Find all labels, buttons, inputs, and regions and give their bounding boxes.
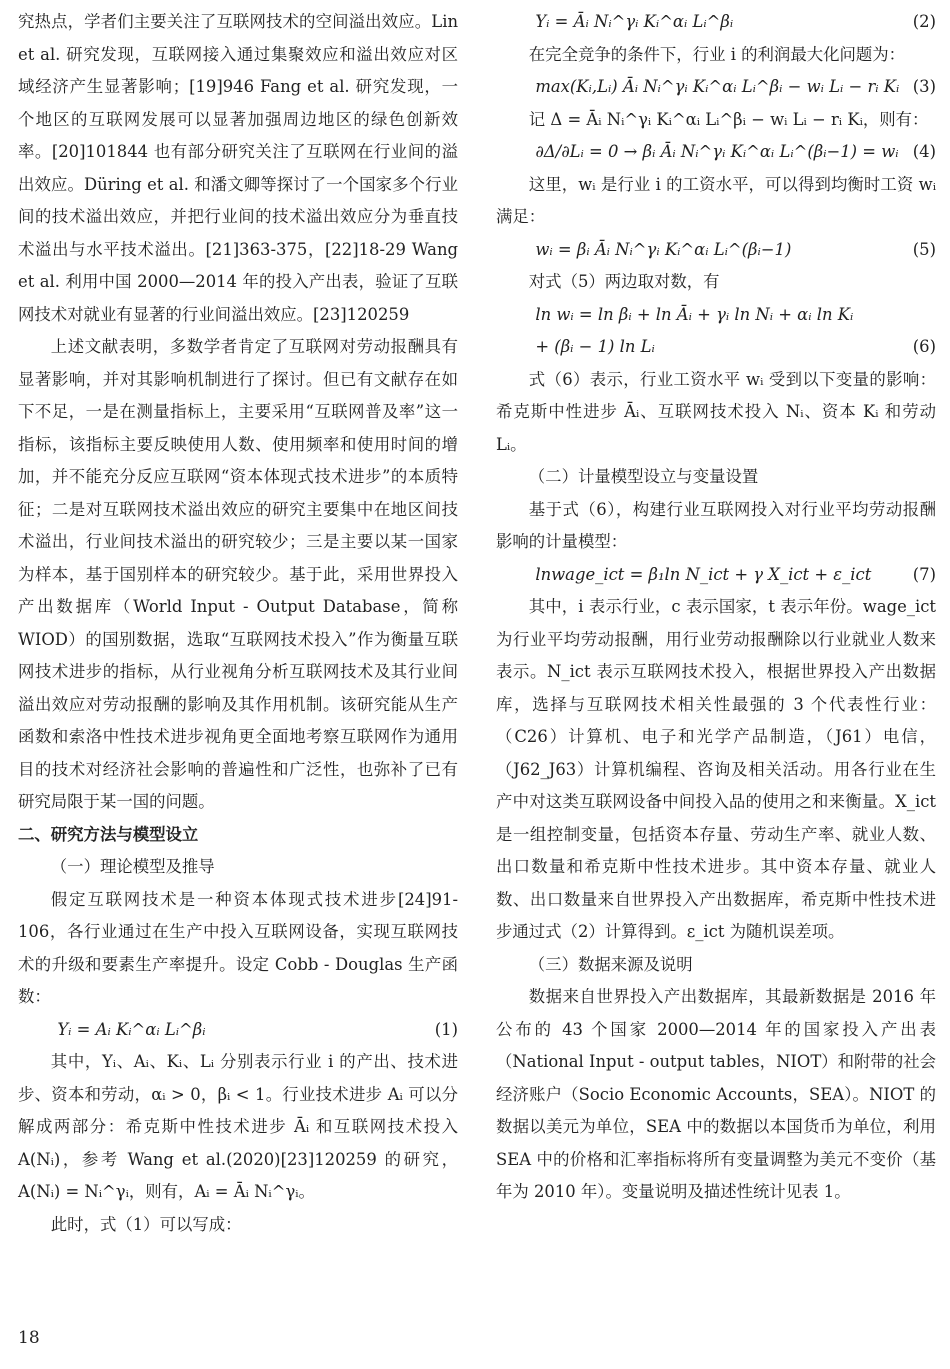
paragraph: 究热点，学者们主要关注了互联网技术的空间溢出效应。Lin et al. 研究发现，互联网接入通过集聚效应和溢出效应对区域经济产生显著影响；[19]946 Fang et al. 研究发现，一个地区的互联网发展可以显著加强周边地区的绿色创新效率。[20]101844 也有部分研究关注了互联网在行业间的溢出效应。Düring et al. 和潘文卿等探讨了一个国家多个行业间的技术溢出效应，并把行业间的技术溢出效应分为垂直技术溢出与水平技术溢出。[21]363-375，[22]18-29 Wang et al. 利用中国 2000—2014 年的投入产出表，验证了互联网技术对就业有显著的行业间溢出效应。[23]120259 — [18, 12, 458, 324]
subsection-heading: （三）数据来源及说明 — [528, 954, 693, 974]
paragraph: 上述文献表明，多数学者肯定了互联网对劳动报酬具有显著影响，并对其影响机制进行了探讨。但已有文献存在如下不足，一是在测量指标上，主要采用“互联网普及率”这一指标，该指标主要反映使用人数、使用频率和使用时间的增加，并不能充分反应互联网“资本体现式技术进步”的本质特征；二是对互联网技术溢出效应的研究主要集中在地区间技术溢出，行业间技术溢出的研究较少；三是主要以某一国家为样本，基于国别样本的研究较少。基于此，采用世界投入产出数据库（World Input - Output Database，简称 WIOD）的国别数据，选取“互联网技术投入”作为衡量互联网技术进步的指标，从行业视角分析互联网技术及其行业间溢出效应对劳动报酬的影响及其作用机制。该研究能从生产函数和索洛中性技术进步视角更全面地考察互联网作为通用目的技术对经济社会影响的普遍性和广泛性，也弥补了已有研究局限于某一国的问题。 — [18, 337, 458, 811]
paragraph: 式（6）表示，行业工资水平 wᵢ 受到以下变量的影响：希克斯中性进步 Āᵢ、互联网技术投入 Nᵢ、资本 Kᵢ 和劳动 Lᵢ。 — [496, 369, 936, 454]
equation — [496, 559, 936, 592]
subsection-heading: （一）理论模型及推导 — [50, 857, 215, 876]
paragraph: 对式（5）两边取对数，有 — [528, 272, 720, 291]
equation-formula: max(Kᵢ,Lᵢ) Āᵢ Nᵢ^γᵢ Kᵢ^αᵢ Lᵢ^βᵢ − wᵢ Lᵢ − rᵢ Kᵢ — [535, 77, 900, 96]
equation — [496, 6, 936, 39]
paragraph: 基于式（6），构建行业互联网投入对行业平均劳动报酬影响的计量模型： — [496, 499, 936, 551]
equation-number: (2) — [912, 12, 936, 31]
equation-formula: ∂Δ/∂Lᵢ = 0 → βᵢ Āᵢ Nᵢ^γᵢ Kᵢ^αᵢ Lᵢ^(βᵢ−1) = wᵢ — [535, 142, 899, 161]
equation — [496, 234, 936, 267]
equation-number: (3) — [912, 77, 936, 96]
equation-number: (5) — [912, 239, 936, 259]
paragraph: 这里，wᵢ 是行业 i 的工资水平，可以得到均衡时工资 wᵢ 满足： — [496, 174, 936, 226]
equation-formula: Yᵢ = Āᵢ Nᵢ^γᵢ Kᵢ^αᵢ Lᵢ^βᵢ — [535, 12, 734, 31]
equation — [496, 71, 936, 104]
equation — [496, 299, 936, 332]
equation-formula: + (βᵢ − 1) ln Lᵢ — [535, 337, 655, 356]
paragraph: 其中，i 表示行业，c 表示国家，t 表示年份。wage_ict 为行业平均劳动报酬，用行业劳动报酬除以行业就业人数来表示。N_ict 表示互联网技术投入，根据世界投入产出数据库，选择与互联网技术相关性最强的 3 个代表性行业：（C26）计算机、电子和光学产品制造，（J61）电信，（J62_J63）计算机编程、咨询及相关活动。用各行业在生产中对这类互联网设备中间投入品的使用之和来衡量。X_ict 是一组控制变量，包括资本存量、劳动生产率、就业人数、出口数量和希克斯中性技术进步。其中资本存量、就业人数、出口数量来自世界投入产出数据库，希克斯中性技术进步通过式（2）计算得到。ε_ict 为随机误差项。 — [496, 597, 936, 941]
equation-number: (1) — [434, 1019, 458, 1039]
equation-number: (7) — [912, 564, 936, 584]
left-column — [18, 6, 458, 1241]
paragraph: 其中，Yᵢ、Aᵢ、Kᵢ、Lᵢ 分别表示行业 i 的产出、技术进步、资本和劳动，αᵢ > 0，βᵢ < 1。行业技术进步 Aᵢ 可以分解成两部分：希克斯中性技术进步 Āᵢ 和互联网技术投入 A(Nᵢ)，参考 Wang et al.(2020)[23]120259 的研究，A(Nᵢ) = Nᵢ^γᵢ，则有，Aᵢ = Āᵢ Nᵢ^γᵢ。 — [18, 1052, 458, 1201]
section-heading: 二、研究方法与模型设立 — [18, 824, 199, 844]
equation-formula: ln wᵢ = ln βᵢ + ln Āᵢ + γᵢ ln Nᵢ + αᵢ ln Kᵢ — [535, 304, 854, 324]
right-column — [496, 6, 936, 1209]
equation-number: (6) — [912, 337, 936, 356]
equation-formula: lnwage_ict = β₁ln N_ict + γ X_ict + ε_ict — [535, 564, 872, 584]
equation — [18, 1014, 458, 1047]
subsection-heading: （二）计量模型设立与变量设置 — [528, 467, 759, 486]
equation — [496, 331, 936, 364]
page-number: 18 — [18, 1328, 40, 1348]
equation-formula: Yᵢ = Aᵢ Kᵢ^αᵢ Lᵢ^βᵢ — [57, 1019, 206, 1039]
paragraph: 在完全竞争的条件下，行业 i 的利润最大化问题为： — [528, 44, 906, 64]
paragraph: 数据来自世界投入产出数据库，其最新数据是 2016 年公布的 43 个国家 2000—2014 年的国家投入产出表（National Input - output tables，NIOT）和附带的社会经济账户（Socio Economic Accounts，SEA）。NIOT 的数据以美元为单位，SEA 中的数据以本国货币为单位，利用 SEA 中的价格和汇率指标将所有变量调整为美元不变价（基年为 2010 年）。变量说明及描述性统计见表 1。 — [496, 987, 936, 1201]
equation-number: (4) — [912, 142, 936, 161]
paragraph: 记 Δ = Āᵢ Nᵢ^γᵢ Kᵢ^αᵢ Lᵢ^βᵢ − wᵢ Lᵢ − rᵢ Kᵢ，则有： — [528, 109, 929, 129]
equation — [496, 136, 936, 169]
equation-formula: wᵢ = βᵢ Āᵢ Nᵢ^γᵢ Kᵢ^αᵢ Lᵢ^(βᵢ−1) — [535, 239, 792, 259]
paragraph: 此时，式（1）可以写成： — [50, 1214, 242, 1234]
paragraph: 假定互联网技术是一种资本体现式技术进步[24]91-106，各行业通过在生产中投入互联网设备，实现互联网技术的升级和要素生产率提升。设定 Cobb - Douglas 生产函数： — [18, 889, 458, 1006]
